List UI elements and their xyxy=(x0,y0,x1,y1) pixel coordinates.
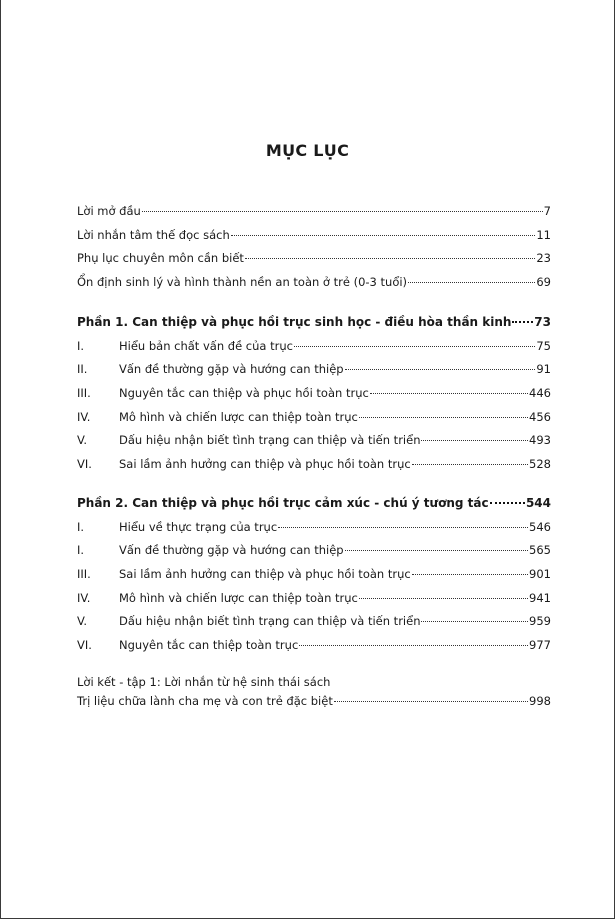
toc-entry-page: 69 xyxy=(536,275,551,290)
toc-entry-number: V. xyxy=(77,433,88,448)
toc-entry-page: 493 xyxy=(529,433,551,448)
toc-entry[interactable] xyxy=(77,410,551,434)
toc-entry-label: Sai lầm ảnh hưởng can thiệp và phục hồi toàn trục xyxy=(119,567,411,582)
toc-entry-number: V. xyxy=(77,614,88,629)
toc-part1-section xyxy=(77,315,551,481)
page-title: MỤC LỤC xyxy=(265,141,350,160)
toc-entry[interactable] xyxy=(77,614,551,638)
toc-entry[interactable] xyxy=(77,362,551,386)
toc-entry[interactable] xyxy=(77,204,551,228)
toc-entry-page: 75 xyxy=(536,338,551,353)
toc-entry-label: Trị liệu chữa lành cha mẹ và con trẻ đặc biệt xyxy=(77,694,333,708)
toc-entry-page: 528 xyxy=(529,457,551,472)
dot-leader xyxy=(490,502,525,504)
toc-entry-label: Vấn đề thường gặp và hướng can thiệp xyxy=(119,362,344,377)
toc-entry-label: Hiểu về thực trạng của trục xyxy=(119,519,278,534)
dot-leader xyxy=(142,211,543,212)
toc-entry-label: Lời nhắn tâm thế đọc sách xyxy=(77,227,230,242)
toc-entry-page: 546 xyxy=(529,519,551,534)
toc-entry-number: VI. xyxy=(77,457,92,472)
dot-leader xyxy=(294,346,535,347)
toc-entry[interactable] xyxy=(77,433,551,457)
toc-entry-number: III. xyxy=(77,386,91,401)
toc-entry-page: 901 xyxy=(529,567,551,582)
toc-entry-number: IV. xyxy=(77,590,91,605)
toc-entry-page: 998 xyxy=(529,694,551,708)
toc-part-page: 73 xyxy=(534,315,551,329)
dot-leader xyxy=(421,440,528,441)
toc-intro-section xyxy=(77,204,551,299)
toc-entry[interactable] xyxy=(77,567,551,591)
dot-leader xyxy=(245,258,535,259)
dot-leader xyxy=(370,393,528,394)
toc-entry-number: I. xyxy=(77,519,85,534)
toc-entry[interactable] xyxy=(77,694,551,714)
toc-entry-label: Mô hình và chiến lược can thiệp toàn trục xyxy=(119,590,358,605)
dot-leader xyxy=(412,574,528,575)
dot-leader xyxy=(421,621,528,622)
toc-entry[interactable] xyxy=(77,251,551,275)
toc-entry-label: Hiểu bản chất vấn đề của trục xyxy=(119,338,293,353)
toc-entry-number: I. xyxy=(77,543,85,558)
toc-part2-section xyxy=(77,496,551,662)
toc-entry-page: 446 xyxy=(529,386,551,401)
toc-entry-page: 456 xyxy=(529,409,551,424)
toc-entry[interactable] xyxy=(77,543,551,567)
toc-entry-page: 23 xyxy=(536,251,551,266)
toc-entry[interactable] xyxy=(77,457,551,481)
toc-part-label: Phần 1. Can thiệp và phục hồi trục sinh học - điều hòa thần kinh xyxy=(77,315,512,329)
toc-entry-page: 11 xyxy=(536,227,551,242)
toc-part-label: Phần 2. Can thiệp và phục hồi trục cảm xúc - chú ý tương tác xyxy=(77,496,489,510)
dot-leader xyxy=(334,701,528,702)
toc-entry-number: VI. xyxy=(77,638,92,653)
toc-entry[interactable] xyxy=(77,638,551,662)
toc-part-heading[interactable] xyxy=(77,315,551,339)
toc-entry[interactable] xyxy=(77,275,551,299)
dot-leader xyxy=(345,369,536,370)
toc-entry[interactable] xyxy=(77,339,551,363)
dot-leader xyxy=(278,527,528,528)
toc-entry-label: Nguyên tắc can thiệp toàn trục xyxy=(119,638,299,653)
toc-entry[interactable] xyxy=(77,386,551,410)
toc-entry-page: 977 xyxy=(529,638,551,653)
toc-entry-page: 941 xyxy=(529,590,551,605)
toc-entry-number: IV. xyxy=(77,409,91,424)
toc-entry-label: Vấn đề thường gặp và hướng can thiệp xyxy=(119,543,344,558)
toc-entry-page: 959 xyxy=(529,614,551,629)
toc-entry[interactable] xyxy=(77,591,551,615)
dot-leader xyxy=(359,417,528,418)
toc-entry-label: Mô hình và chiến lược can thiệp toàn trục xyxy=(119,409,358,424)
toc-closing-line1: Lời kết - tập 1: Lời nhắn từ hệ sinh thái sách xyxy=(77,675,331,689)
dot-leader xyxy=(359,598,528,599)
dot-leader xyxy=(345,550,528,551)
toc-entry[interactable] xyxy=(77,228,551,252)
toc-closing-section xyxy=(77,675,551,714)
toc-entry-number: II. xyxy=(77,362,88,377)
toc-entry-number: I. xyxy=(77,338,85,353)
toc-entry-label: Dấu hiệu nhận biết tình trạng can thiệp và tiến triển xyxy=(119,433,421,448)
toc-entry-page: 91 xyxy=(536,362,551,377)
toc-entry-page: 565 xyxy=(529,543,551,558)
toc-entry-number: III. xyxy=(77,567,91,582)
toc-entry-label: Dấu hiệu nhận biết tình trạng can thiệp và tiến triển xyxy=(119,614,421,629)
toc-entry-label: Lời mở đầu xyxy=(77,204,141,218)
toc-entry-label: Nguyên tắc can thiệp và phục hồi toàn trục xyxy=(119,386,369,401)
dot-leader xyxy=(512,321,533,323)
toc-entry-label: Ổn định sinh lý và hình thành nền an toàn ở trẻ (0-3 tuổi) xyxy=(77,275,408,290)
toc-entry[interactable] xyxy=(77,520,551,544)
toc-part-heading[interactable] xyxy=(77,496,551,520)
dot-leader xyxy=(299,645,528,646)
dot-leader xyxy=(408,282,535,283)
dot-leader xyxy=(412,464,528,465)
toc-entry-label: Phụ lục chuyên môn cần biết xyxy=(77,251,244,266)
dot-leader xyxy=(231,235,536,236)
toc-entry-label: Sai lầm ảnh hưởng can thiệp và phục hồi toàn trục xyxy=(119,457,411,472)
toc-part-page: 544 xyxy=(525,496,551,510)
toc-entry-page: 7 xyxy=(543,204,551,218)
